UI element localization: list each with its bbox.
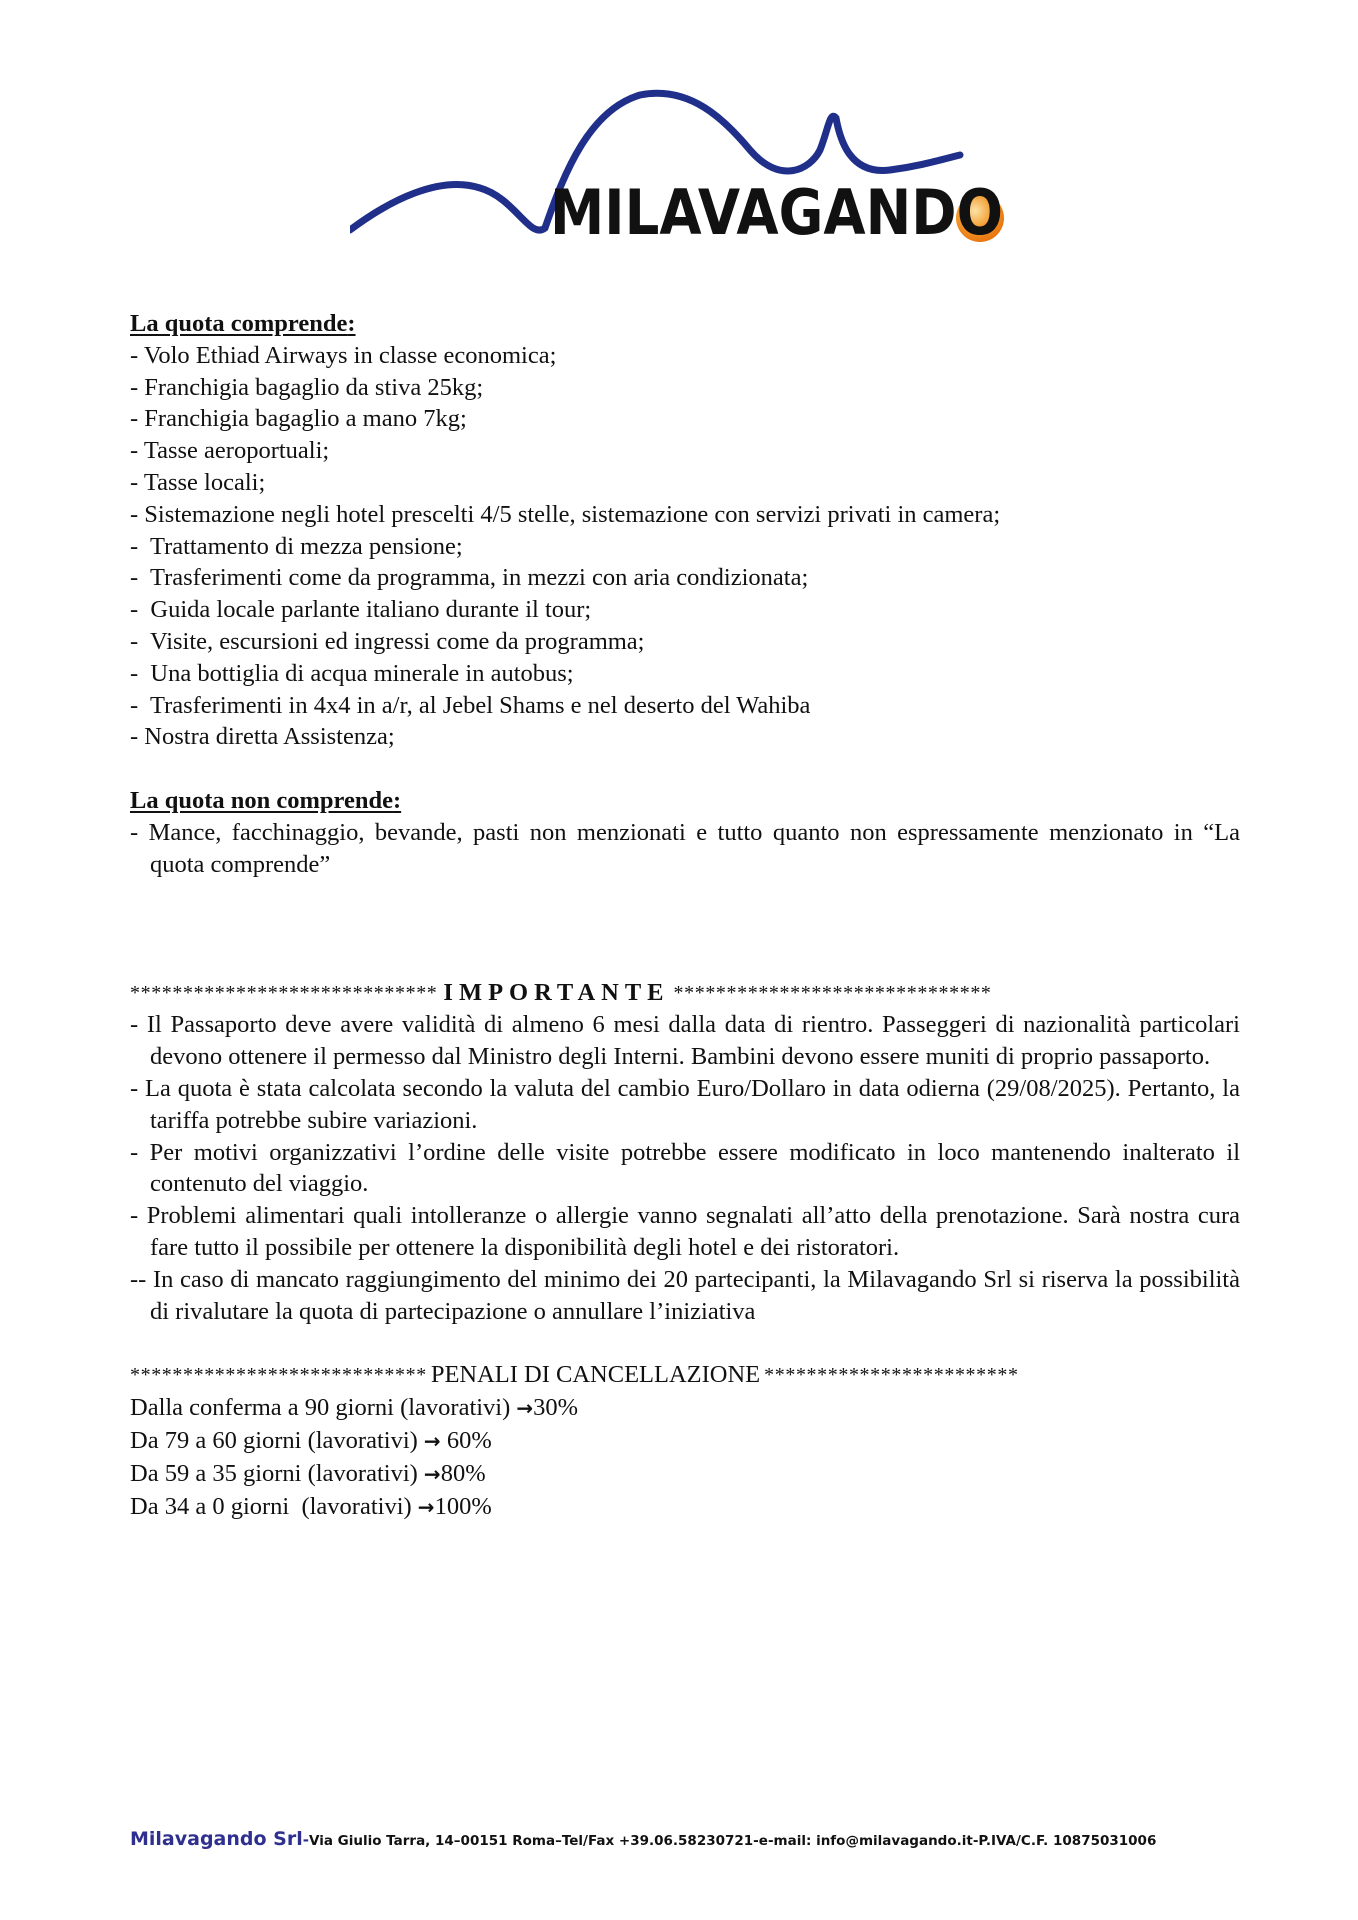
penalty-row xyxy=(130,1392,1240,1425)
important-item: - Problemi alimentari quali intolleranze o allergie vanno segnalati all’atto della prenotazione. Sarà nostra cura fare tutto il possibile per ottenere la disponibilità degli hotel e dei ristoratori. xyxy=(130,1202,1240,1261)
important-banner xyxy=(130,977,1240,1010)
penalty-value: 100% xyxy=(434,1492,492,1520)
important-heading: IMPORTANTE xyxy=(443,978,670,1006)
included-item: - Sistemazione negli hotel prescelti 4/5 stelle, sistemazione con servizi privati in camera; xyxy=(130,500,1001,528)
not-included-title xyxy=(130,785,1240,817)
footer xyxy=(130,1830,1156,1849)
footer-company: Milavagando Srl xyxy=(130,1828,303,1850)
penalties-list xyxy=(130,1392,1240,1523)
document-body xyxy=(130,308,1240,1523)
logo-brand-text: MILAVAGANDO xyxy=(550,176,1003,249)
not-included-title-colon: : xyxy=(392,787,402,815)
arrow-right-icon: → xyxy=(417,1494,435,1519)
included-item: - Trattamento di mezza pensione; xyxy=(130,532,463,560)
penalty-value: 30% xyxy=(533,1394,579,1422)
included-item: - Trasferimenti come da programma, in mezzi con aria condizionata; xyxy=(130,564,809,592)
footer-details: Via Giulio Tarra, 14–00151 Roma–Tel/Fax +39.06.58230721-e-mail: info@milavagando.it-P.IVA/C.F. 10875031006 xyxy=(308,1833,1157,1849)
not-included-title-text: La quota non comprende xyxy=(130,787,393,815)
spacer xyxy=(130,881,1240,977)
included-title-colon: : xyxy=(347,310,356,337)
included-item: - Nostra diretta Assistenza; xyxy=(130,723,395,751)
important-item: - Per motivi organizzativi l’ordine delle visite potrebbe essere modificato in loco mantenendo inalterato il contenuto del viaggio. xyxy=(130,1138,1240,1198)
banner-stars-right: ************************ xyxy=(764,1364,1019,1387)
penalty-value: 80% xyxy=(440,1459,486,1487)
penalties-heading: PENALI DI CANCELLAZIONE xyxy=(430,1361,761,1389)
arrow-right-icon: → xyxy=(423,1428,441,1453)
arrow-right-icon: → xyxy=(516,1396,534,1421)
included-item: - Tasse aeroportuali; xyxy=(130,437,330,465)
included-item: - Visite, escursioni ed ingressi come da programma; xyxy=(130,627,645,655)
important-item: - La quota è stata calcolata secondo la valuta del cambio Euro/Dollaro in data odierna (29/08/2025). Pertanto, la tariffa potrebbe subire variazioni. xyxy=(130,1074,1240,1134)
penalty-period: Da 79 a 60 giorni (lavorativi) xyxy=(130,1426,424,1454)
penalty-row xyxy=(130,1425,1240,1458)
banner-stars-left: **************************** xyxy=(130,1364,427,1387)
banner-stars-right: ****************************** xyxy=(673,981,992,1004)
included-title-text: La quota comprende xyxy=(130,310,348,337)
footer-separator: - xyxy=(302,1831,309,1849)
penalty-row xyxy=(130,1458,1240,1491)
important-item: -- In caso di mancato raggiungimento del minimo dei 20 partecipanti, la Milavagando Srl si riserva la possibilità di rivalutare la quota di partecipazione o annullare l’iniziativa xyxy=(130,1265,1240,1325)
included-item: - Franchigia bagaglio da stiva 25kg; xyxy=(130,373,484,401)
not-included-list xyxy=(130,817,1240,881)
penalty-value: 60% xyxy=(440,1426,492,1454)
important-list xyxy=(130,1009,1240,1327)
penalty-period: Da 59 a 35 giorni (lavorativi) xyxy=(130,1459,424,1487)
not-included-item: - Mance, facchinaggio, bevande, pasti non menzionati e tutto quanto non espressamente menzionato in “La quota comprende” xyxy=(130,818,1240,878)
spacer xyxy=(130,753,1240,785)
included-item: - Trasferimenti in 4x4 in a/r, al Jebel Shams e nel deserto del Wahiba xyxy=(130,691,811,719)
included-item: - Una bottiglia di acqua minerale in autobus; xyxy=(130,659,574,687)
included-item: - Tasse locali; xyxy=(130,468,266,496)
milavagando-logo xyxy=(350,80,1010,280)
penalty-period: Dalla conferma a 90 giorni (lavorativi) xyxy=(130,1394,517,1422)
banner-stars-left: ***************************** xyxy=(130,981,438,1004)
spacer xyxy=(130,1327,1240,1359)
arrow-right-icon: → xyxy=(423,1461,441,1486)
included-item: - Guida locale parlante italiano durante il tour; xyxy=(130,596,592,624)
included-list xyxy=(130,340,1240,753)
important-item: - Il Passaporto deve avere validità di almeno 6 mesi dalla data di rientro. Passeggeri di nazionalità particolari devono ottenere il permesso dal Ministro degli Interni. Bambini devono essere muniti di proprio passaporto. xyxy=(130,1011,1240,1071)
included-item: - Volo Ethiad Airways in classe economica; xyxy=(130,341,557,369)
penalty-row xyxy=(130,1491,1240,1524)
included-title xyxy=(130,308,1240,340)
penalties-banner xyxy=(130,1359,1240,1392)
included-item: - Franchigia bagaglio a mano 7kg; xyxy=(130,405,467,433)
penalty-period: Da 34 a 0 giorni (lavorativi) xyxy=(130,1492,418,1520)
